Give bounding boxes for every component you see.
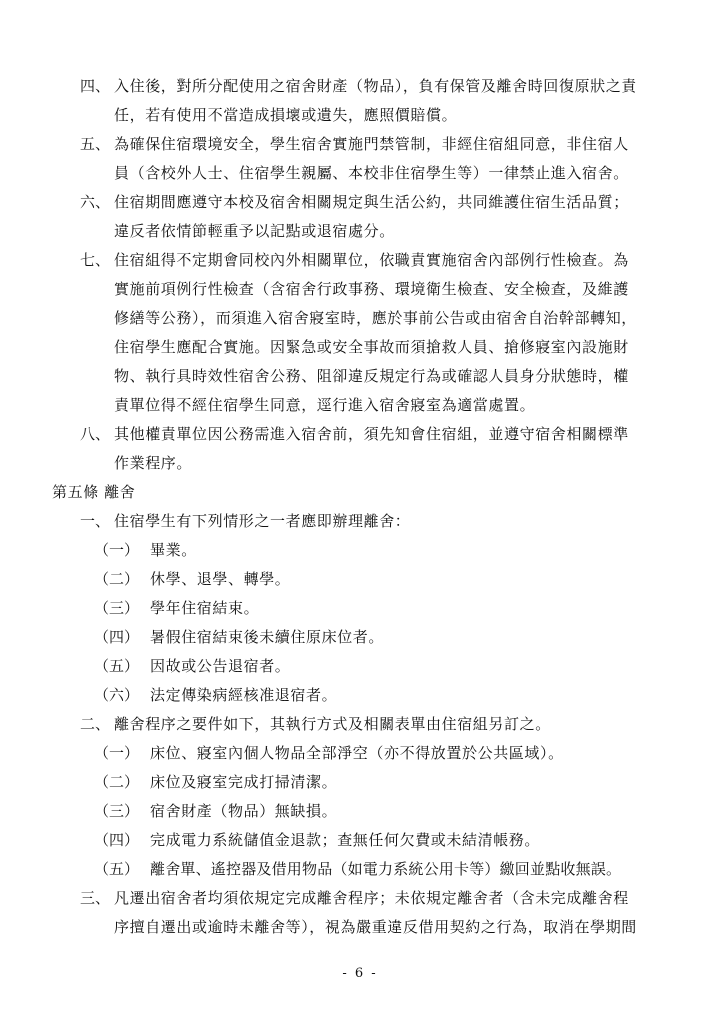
subitem-text: 床位及寢室完成打掃清潔。 — [150, 773, 338, 791]
item-text-line: 員（含校外人士、住宿學生親屬、本校非住宿學生等）一律禁止進入宿舍。 — [114, 164, 629, 182]
item-text-line: 住宿學生應配合實施。因緊急或安全事故而須搶救人員、搶修寢室內設施財 — [114, 338, 629, 356]
item-marker: 五、 — [80, 135, 111, 153]
item-text-line: 物、執行具時效性宿舍公務、阻卻違反規定行為或確認人員身分狀態時，權 — [114, 367, 629, 385]
item-text-line: 作業程序。 — [114, 454, 193, 472]
subitem-text: 暑假住宿結束後未續住原床位者。 — [150, 628, 385, 646]
item-text-line: 責單位得不經住宿學生同意，逕行進入宿舍寢室為適當處置。 — [114, 396, 536, 414]
item-marker: 八、 — [80, 425, 111, 443]
subitem-marker: （三） — [94, 599, 140, 617]
subitem-marker: （一） — [94, 744, 140, 762]
subitem-marker: （二） — [94, 773, 140, 791]
item-text-line: 住宿期間應遵守本校及宿舍相關規定與生活公約，共同維護住宿生活品質； — [114, 193, 629, 211]
item-text-line: 任，若有使用不當造成損壞或遺失，應照價賠償。 — [114, 106, 458, 124]
subitem-text: 完成電力系統儲值金退款；查無任何欠費或未結清帳務。 — [150, 831, 541, 849]
subitem-marker: （二） — [94, 570, 140, 588]
item-text-line: 住宿組得不定期會同校內外相關單位，依職責實施宿舍內部例行性檢查。為 — [114, 251, 629, 269]
item-marker: 六、 — [80, 193, 111, 211]
subitem-text: 離舍單、遙控器及借用物品（如電力系統公用卡等）繳回並點收無誤。 — [150, 860, 622, 878]
item-text-line: 入住後，對所分配使用之宿舍財產（物品），負有保管及離舍時回復原狀之責 — [114, 77, 637, 95]
subitem-marker: （三） — [94, 802, 140, 820]
subitem-marker: （五） — [94, 860, 140, 878]
subitem-text: 法定傳染病經核准退宿者。 — [150, 686, 338, 704]
item-text-line: 其他權責單位因公務需進入宿舍前，須先知會住宿組，並遵守宿舍相關標準 — [114, 425, 629, 443]
item-text-line: 違反者依情節輕重予以記點或退宿處分。 — [114, 222, 395, 240]
subitem-marker: （五） — [94, 657, 140, 675]
item-marker: 四、 — [80, 77, 111, 95]
item-text-line: 修繕等公務），而須進入宿舍寢室時，應於事前公告或由宿舍自治幹部轉知， — [114, 309, 637, 327]
subitem-marker: （六） — [94, 686, 140, 704]
subitem-text: 宿舍財產（物品）無缺損。 — [150, 802, 338, 820]
subitem-marker: （一） — [94, 541, 140, 559]
section-marker: 一、 — [80, 512, 111, 530]
section-text: 住宿學生有下列情形之一者應即辦理離舍： — [114, 512, 411, 530]
item-text-line: 實施前項例行性檢查（含宿舍行政事務、環境衛生檢查、安全檢查，及維護 — [114, 280, 629, 298]
page-number: - 6 - — [342, 966, 378, 981]
section-text-line: 凡遷出宿舍者均須依規定完成離舍程序；未依規定離舍者（含未完成離舍程 — [114, 889, 629, 907]
subitem-text: 床位、寢室內個人物品全部淨空（亦不得放置於公共區域）。 — [150, 744, 564, 762]
subitem-marker: （四） — [94, 628, 140, 646]
subitem-marker: （四） — [94, 831, 140, 849]
subitem-text: 因故或公告退宿者。 — [150, 657, 291, 675]
item-marker: 七、 — [80, 251, 111, 269]
item-text-line: 為確保住宿環境安全，學生宿舍實施門禁管制，非經住宿組同意，非住宿人 — [114, 135, 629, 153]
subitem-text: 學年住宿結束。 — [150, 599, 260, 617]
article-heading: 第五條 離舍 — [52, 483, 136, 501]
section-marker: 二、 — [80, 715, 111, 733]
subitem-text: 畢業。 — [150, 541, 197, 559]
subitem-text: 休學、退學、轉學。 — [150, 570, 291, 588]
section-marker: 三、 — [80, 889, 111, 907]
section-text-line: 序擅自遷出或逾時未離舍等），視為嚴重違反借用契約之行為，取消在學期間 — [114, 918, 637, 936]
section-text: 離舍程序之要件如下，其執行方式及相關表單由住宿組另訂之。 — [114, 715, 551, 733]
